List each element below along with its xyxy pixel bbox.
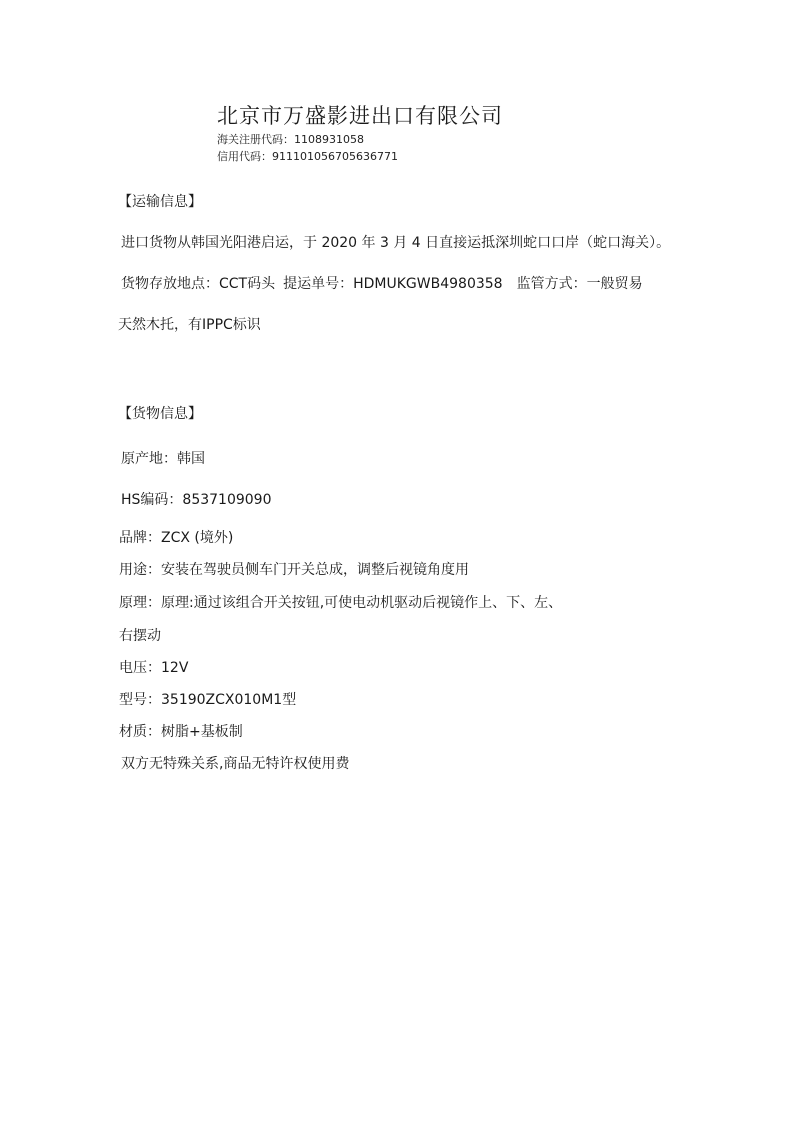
transport-section-title: 【运输信息】 [118, 194, 202, 210]
pallet-note: 天然木托，有IPPC标识 [118, 317, 261, 333]
principle-line-1: 原理：原理:通过该组合开关按钮,可使电动机驱动后视镜作上、下、左、 [119, 595, 563, 611]
material: 材质：树脂+基板制 [119, 724, 243, 740]
model: 型号：35190ZCX010M1型 [119, 692, 297, 708]
bill-of-lading: 提运单号：HDMUKGWB4980358 [283, 276, 503, 292]
transport-route-line: 进口货物从韩国光阳港启运，于 2020 年 3 月 4 日直接运抵深圳蛇口口岸（蛇口海关）。 [121, 235, 671, 251]
origin: 原产地：韩国 [121, 451, 205, 467]
transport-details-line [121, 273, 643, 293]
goods-section-title: 【货物信息】 [118, 406, 202, 422]
principle-line-2: 右摆动 [119, 628, 161, 644]
storage-location: 货物存放地点：CCT码头 [121, 276, 276, 292]
usage: 用途：安装在驾驶员侧车门开关总成，调整后视镜角度用 [119, 562, 469, 578]
hs-code: HS编码：8537109090 [121, 492, 272, 508]
customs-registration-code: 海关注册代码：1108931058 [217, 133, 364, 146]
company-name: 北京市万盛影进出口有限公司 [217, 104, 503, 128]
voltage: 电压：12V [119, 660, 189, 676]
credit-code: 信用代码：911101056705636771 [217, 150, 398, 163]
brand: 品牌：ZCX (境外) [119, 530, 234, 546]
supervision-mode: 监管方式：一般贸易 [516, 276, 643, 292]
relationship-note: 双方无特殊关系,商品无特许权使用费 [121, 756, 350, 772]
